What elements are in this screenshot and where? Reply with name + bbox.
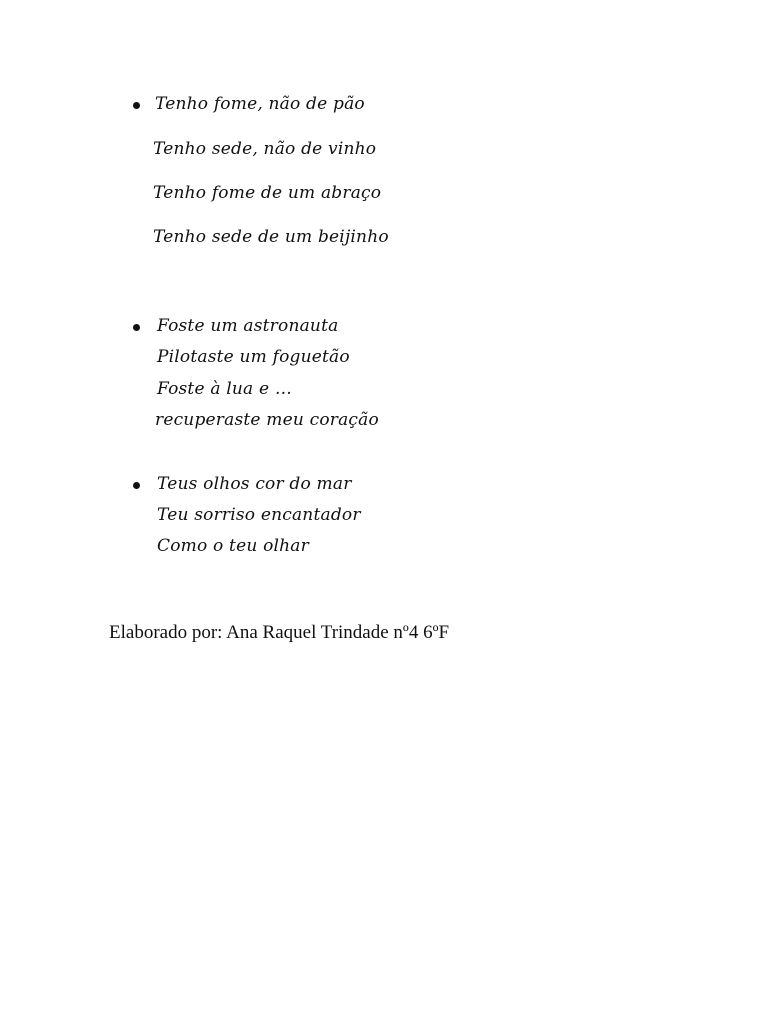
bullet-icon xyxy=(133,102,140,109)
bullet-icon xyxy=(133,482,140,489)
author-credit: Elaborado por: Ana Raquel Trindade nº4 6ºF xyxy=(109,622,450,643)
poem-line: Tenho fome de um abraço xyxy=(153,183,382,203)
poem-line: Foste um astronauta xyxy=(157,316,339,336)
poem-line: Teus olhos cor do mar xyxy=(157,474,352,494)
poem-line: Pilotaste um foguetão xyxy=(157,347,350,367)
poem-line: Tenho fome, não de pão xyxy=(155,94,365,114)
poem-line: Teu sorriso encantador xyxy=(157,505,361,525)
poem-line: Como o teu olhar xyxy=(157,536,309,556)
poem-line: Tenho sede de um beijinho xyxy=(153,227,389,247)
poem-line: Tenho sede, não de vinho xyxy=(153,139,377,159)
poem-line: Foste à lua e … xyxy=(157,379,293,399)
poem-line: recuperaste meu coração xyxy=(155,410,379,430)
bullet-icon xyxy=(133,324,140,331)
